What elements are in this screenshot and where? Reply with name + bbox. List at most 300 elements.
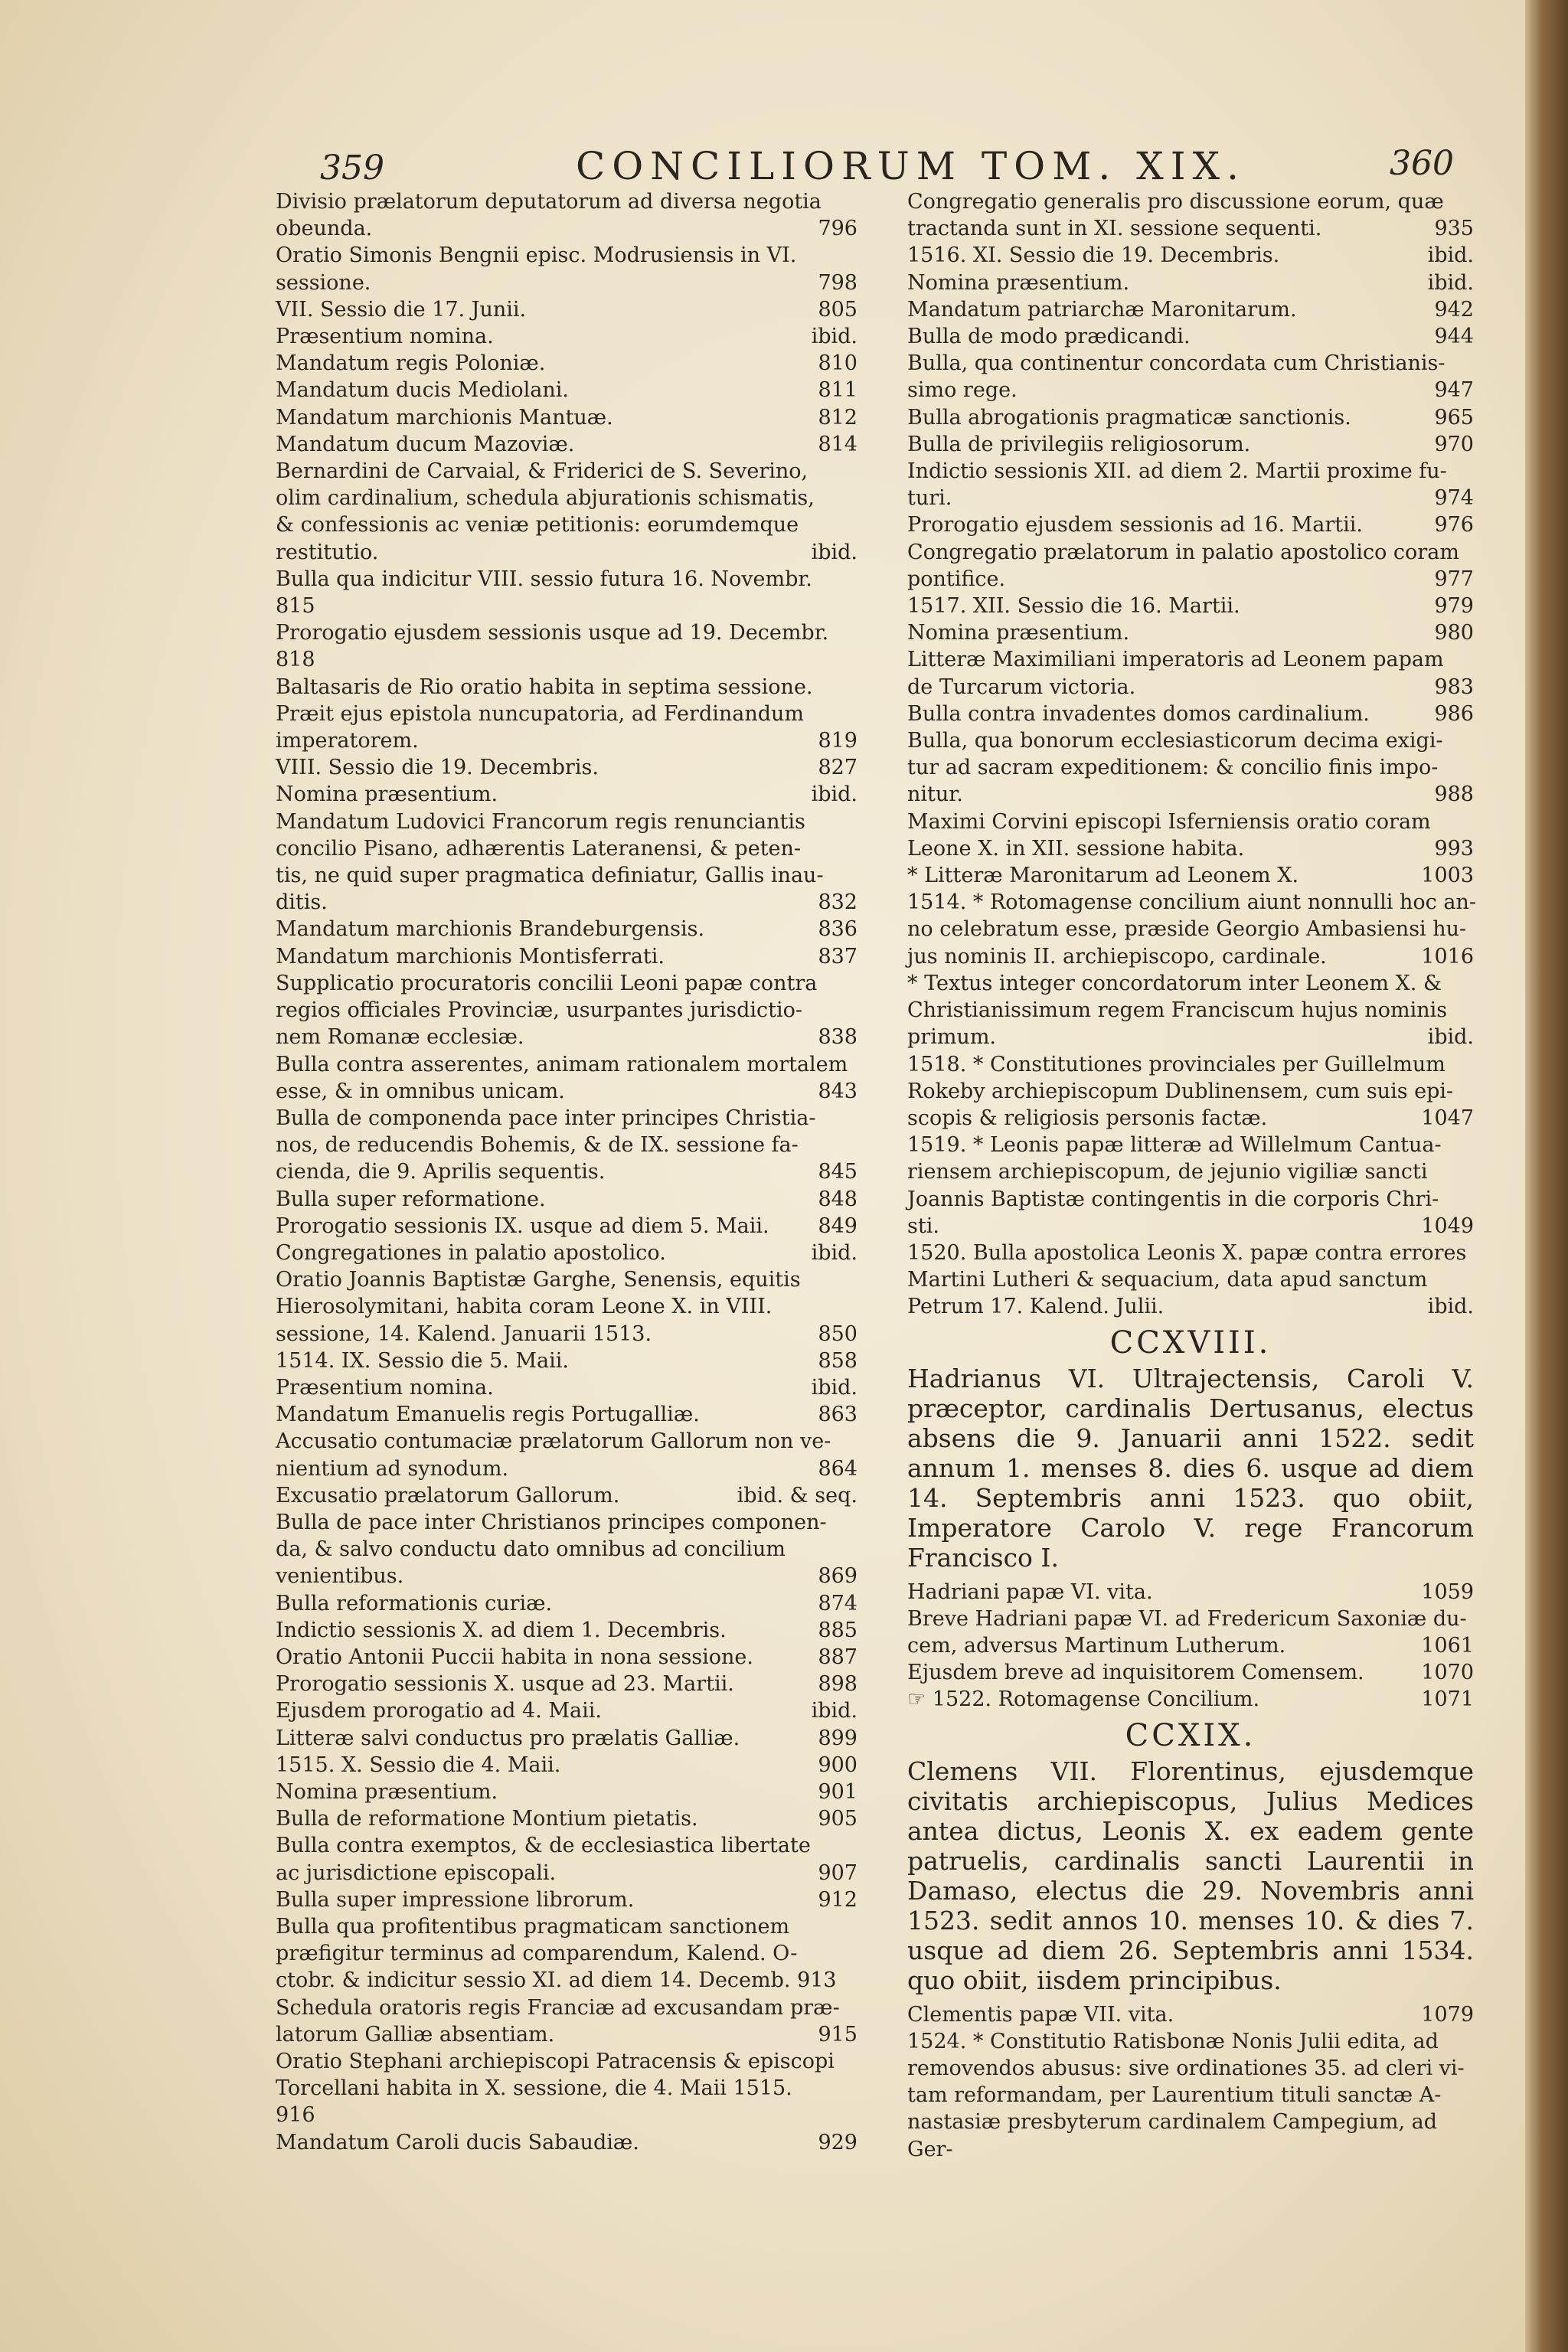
- entry-page-ref: 1003: [1421, 864, 1474, 888]
- entry-text: jus nominis II. archiepiscopo, cardinale.: [907, 944, 1327, 969]
- entry-page-ref: ibid.: [811, 540, 858, 564]
- section-entries-ccxviii: [907, 1579, 1474, 1713]
- index-entry: [276, 431, 858, 458]
- entry-page-ref: 836: [818, 917, 858, 942]
- entry-text: tractanda sunt in XI. sessione sequenti.: [907, 217, 1322, 241]
- entry-text: Bulla, qua continentur concordata cum Christianis-: [907, 351, 1446, 376]
- entry-text: ctobr. & indicitur sessio XI. ad diem 14. Decemb. 913: [276, 1968, 837, 1993]
- entry-text: Martini Lutheri & sequacium, data apud sanctum: [907, 1268, 1428, 1292]
- entry-page-ref: 901: [818, 1779, 858, 1804]
- index-entry: [276, 1725, 858, 1752]
- entry-text: præfigitur terminus ad comparendum, Kalend. O-: [276, 1942, 798, 1966]
- entry-text: Bulla qua indicitur VIII. sessio futura 16. Novembr.: [276, 567, 812, 591]
- index-entry: [276, 808, 858, 835]
- index-entry: [276, 674, 858, 701]
- entry-text: Oratio Antonii Puccii habita in nona sessione.: [276, 1645, 753, 1669]
- entry-text: cem, adversus Martinum Lutherum.: [907, 1633, 1286, 1658]
- entry-text: Bulla, qua bonorum ecclesiasticorum decima exigi-: [907, 729, 1443, 753]
- index-entry: [276, 835, 858, 862]
- entry-page-ref: 977: [1434, 567, 1474, 591]
- page-number-left: 359: [320, 149, 384, 188]
- right-column: [907, 188, 1474, 2163]
- entry-page-ref: 912: [818, 1887, 858, 1912]
- entry-text: Bulla contra exemptos, & de ecclesiastica libertate: [276, 1834, 811, 1858]
- entry-page-ref: ibid.: [811, 1240, 858, 1265]
- entry-text: Mandatum ducum Mazoviæ.: [276, 432, 575, 456]
- entry-text: VIII. Sessio die 19. Decembris.: [276, 756, 599, 780]
- entry-text: removendos abusus: sive ordinationes 35. ad cleri vi-: [907, 2056, 1465, 2080]
- entry-text: Prorogatio ejusdem sessionis ad 16. Martii.: [907, 513, 1363, 537]
- entry-page-ref: 929: [818, 2130, 858, 2154]
- entry-page-ref: 863: [818, 1403, 858, 1427]
- entry-page-ref: ibid.: [811, 782, 858, 807]
- entry-text: tam reformandam, per Laurentium tituli sanctæ A-: [907, 2083, 1442, 2108]
- index-entry: [276, 1590, 858, 1617]
- entry-text: Nomina præsentium.: [907, 270, 1130, 295]
- index-entry: [276, 916, 858, 942]
- index-entry: [907, 539, 1474, 566]
- entry-page-ref: 837: [818, 944, 858, 969]
- entry-page-ref: 1079: [1421, 2002, 1474, 2027]
- book-spine-edge: [1525, 0, 1568, 2352]
- entry-text: & confessionis ac veniæ petitionis: eorumdemque: [276, 513, 799, 537]
- index-entry: [276, 862, 858, 889]
- entry-text: Litteræ salvi conductus pro prælatis Galliæ.: [276, 1726, 740, 1750]
- index-entry: [276, 1348, 858, 1374]
- entry-text: Divisio prælatorum deputatorum ad diversa negotia: [276, 190, 822, 214]
- index-entry: [276, 781, 858, 808]
- entry-page-ref: 1071: [1421, 1687, 1474, 1712]
- entry-text: no celebratum esse, præside Georgio Ambasiensi hu-: [907, 917, 1467, 942]
- entry-text: Præsentium nomina.: [276, 325, 494, 349]
- entry-text: Prorogatio sessionis IX. usque ad diem 5. Maii.: [276, 1214, 769, 1238]
- entry-text: Oratio Stephani archiepiscopi Patracensis & episcopi: [276, 2050, 835, 2074]
- index-entry: [276, 1213, 858, 1240]
- index-entry: [276, 1886, 858, 1913]
- pope-bio-hadrianus: Hadrianus VI. Ultrajectensis, Caroli V. præceptor, cardinalis Dertusanus, electus absens die 9. Januarii anni 1522. sedit annum 1. menses 8. dies 6. usque ad diem 14. Septembris anni 1523. quo obiit, Imperatore Carolo V. rege Francorum Francisco I.: [907, 1363, 1474, 1573]
- entry-text: 1520. Bulla apostolica Leonis X. papæ contra errores: [907, 1240, 1467, 1265]
- entry-text: 815: [276, 594, 315, 619]
- index-entry: [907, 1606, 1474, 1632]
- entry-text: 1517. XII. Sessio die 16. Martii.: [907, 594, 1240, 619]
- entry-text: sti.: [907, 1214, 939, 1238]
- entry-text: Torcellani habita in X. sessione, die 4. Maii 1515.: [276, 2076, 792, 2101]
- entry-text: Ger-: [907, 2137, 953, 2161]
- index-entry: [907, 242, 1474, 269]
- entry-page-ref: 988: [1434, 782, 1474, 807]
- index-entry: [276, 1671, 858, 1697]
- entry-text: * Textus integer concordatorum inter Leonem X. &: [907, 971, 1442, 995]
- index-entry: [907, 754, 1474, 781]
- entry-text: Hadriani papæ VI. vita.: [907, 1579, 1153, 1604]
- entry-text: Prorogatio ejusdem sessionis usque ad 19. Decembr.: [276, 621, 829, 645]
- entry-text: sessione.: [276, 270, 371, 295]
- index-entry: [276, 1563, 858, 1589]
- index-entry: [907, 943, 1474, 970]
- index-entry: [907, 1659, 1474, 1686]
- entry-text: Præit ejus epistola nuncupatoria, ad Ferdinandum: [276, 701, 805, 726]
- index-entry: [276, 1105, 858, 1132]
- entry-text: tur ad sacram expeditionem: & concilio finis impo-: [907, 756, 1439, 780]
- entry-text: Nomina præsentium.: [276, 1779, 498, 1804]
- page-number-right: 360: [1390, 144, 1454, 183]
- pope-bio-clemens: Clemens VII. Florentinus, ejusdemque civitatis archiepiscopus, Julius Medices antea dictus, Leonis X. ex eadem gente patruelis, cardinalis sancti Laurentii in Damaso, electus die 29. Novembris anni 1523. sedit annos 10. menses 10. & dies 7. usque ad diem 26. Septembris anni 1534. quo obiit, iisdem principibus.: [907, 1756, 1474, 1995]
- entry-text: Leone X. in XII. sessione habita.: [907, 836, 1245, 861]
- index-entry: [907, 1158, 1474, 1185]
- index-entry: [276, 188, 858, 215]
- index-entry: [276, 1779, 858, 1805]
- index-entry: [276, 1401, 858, 1428]
- section-entries-ccxix: [907, 2001, 1474, 2163]
- index-entry: [907, 727, 1474, 754]
- entry-text: Bulla de pace inter Christianos principes componen-: [276, 1510, 827, 1534]
- index-entry: [907, 270, 1474, 296]
- entry-text: Oratio Joannis Baptistæ Garghe, Senensis, equitis: [276, 1268, 801, 1292]
- entry-page-ref: 900: [818, 1753, 858, 1777]
- index-entry: [907, 593, 1474, 619]
- index-entry: [907, 1293, 1474, 1320]
- entry-text: Bulla contra asserentes, animam rationalem mortalem: [276, 1052, 848, 1076]
- index-entry: [907, 997, 1474, 1024]
- entry-page-ref: 838: [818, 1025, 858, 1050]
- entry-text: imperatorem.: [276, 729, 419, 753]
- entry-text: 916: [276, 2103, 315, 2128]
- index-entry: [276, 1051, 858, 1078]
- entry-text: Mandatum Caroli ducis Sabaudiæ.: [276, 2130, 639, 2154]
- index-entry: [276, 1644, 858, 1671]
- entry-page-ref: 811: [818, 378, 858, 403]
- index-entry: [907, 970, 1474, 997]
- entry-text: 1518. * Constitutiones provinciales per Guillelmum: [907, 1052, 1446, 1076]
- entry-page-ref: 849: [818, 1214, 858, 1238]
- entry-text: * Litteræ Maronitarum ad Leonem X.: [907, 864, 1299, 888]
- entry-text: tis, ne quid super pragmatica definiatur, Gallis inau-: [276, 864, 824, 888]
- entry-page-ref: 935: [1434, 217, 1474, 241]
- entry-text: nientium ad synodum.: [276, 1456, 509, 1481]
- entry-text: latorum Galliæ absentiam.: [276, 2022, 555, 2047]
- entry-text: Bulla super impressione librorum.: [276, 1887, 635, 1912]
- entry-text: 1519. * Leonis papæ litteræ ad Willelmum Cantua-: [907, 1133, 1442, 1158]
- left-column: [276, 188, 858, 2156]
- entry-page-ref: 1070: [1421, 1661, 1474, 1685]
- entry-text: Bulla super reformatione.: [276, 1187, 546, 1211]
- index-entry: [276, 1860, 858, 1886]
- entry-text: 1524. * Constitutio Ratisbonæ Nonis Julii edita, ad: [907, 2029, 1439, 2053]
- index-entry: [276, 1455, 858, 1482]
- index-entry: [276, 727, 858, 754]
- entry-text: Nomina præsentium.: [907, 621, 1130, 645]
- index-entry: [907, 1051, 1474, 1078]
- entry-page-ref: 983: [1434, 675, 1474, 699]
- index-entry: [907, 1132, 1474, 1158]
- index-entry: [907, 2028, 1474, 2055]
- entry-text: Nomina præsentium.: [276, 782, 498, 807]
- entry-text: Congregationes in palatio apostolico.: [276, 1240, 666, 1265]
- entry-page-ref: 798: [818, 270, 858, 295]
- entry-text: Mandatum patriarchæ Maronitarum.: [907, 297, 1297, 322]
- index-entry: [276, 1293, 858, 1320]
- entry-text: Bulla de modo prædicandi.: [907, 325, 1191, 349]
- entry-text: turi.: [907, 486, 952, 511]
- entry-page-ref: 1061: [1421, 1633, 1474, 1658]
- entry-page-ref: ibid. & seq.: [737, 1483, 858, 1508]
- index-entry: [276, 350, 858, 377]
- entry-text: 1516. XI. Sessio die 19. Decembris.: [907, 243, 1280, 268]
- entry-text: Clementis papæ VII. vita.: [907, 2002, 1174, 2027]
- entry-page-ref: ibid.: [811, 325, 858, 349]
- entry-text: cienda, die 9. Aprilis sequentis.: [276, 1160, 606, 1184]
- entry-text: nitur.: [907, 782, 963, 807]
- index-entry: [907, 1213, 1474, 1240]
- entry-page-ref: 827: [818, 756, 858, 780]
- entry-text: Bulla reformationis curiæ.: [276, 1591, 553, 1615]
- index-entry: [907, 377, 1474, 403]
- entry-text: Congregatio prælatorum in palatio apostolico coram: [907, 540, 1459, 564]
- entry-page-ref: 1049: [1421, 1214, 1474, 1238]
- index-entry: [276, 1240, 858, 1266]
- entry-text: Bulla contra invadentes domos cardinalium.: [907, 701, 1370, 726]
- entry-page-ref: 976: [1434, 513, 1474, 537]
- entry-text: ☞ 1522. Rotomagense Concilium.: [907, 1687, 1260, 1712]
- entry-page-ref: ibid.: [1427, 243, 1474, 268]
- entry-text: Litteræ Maximiliani imperatoris ad Leonem papam: [907, 648, 1444, 672]
- entry-page-ref: 905: [818, 1807, 858, 1831]
- index-entry: [276, 1536, 858, 1563]
- entry-text: ditis.: [276, 890, 328, 915]
- index-entry: [907, 2055, 1474, 2082]
- index-entry: [276, 889, 858, 916]
- entry-text: esse, & in omnibus unicam.: [276, 1079, 565, 1103]
- index-entry: [907, 1105, 1474, 1132]
- index-entry: [907, 674, 1474, 701]
- right-column-entries: [907, 188, 1474, 1321]
- entry-text: Mandatum Ludovici Francorum regis renunciantis: [276, 809, 805, 834]
- entry-text: Breve Hadriani papæ VI. ad Fredericum Saxoniæ du-: [907, 1606, 1467, 1631]
- index-entry: [276, 242, 858, 269]
- index-entry: [276, 215, 858, 242]
- entry-text: obeunda.: [276, 217, 373, 241]
- entry-page-ref: 810: [818, 351, 858, 376]
- index-entry: [907, 1240, 1474, 1266]
- entry-text: nastasiæ presbyterum cardinalem Campegium, ad: [907, 2110, 1438, 2135]
- index-entry: [907, 619, 1474, 646]
- index-entry: [907, 808, 1474, 835]
- entry-text: Prorogatio sessionis X. usque ad 23. Martii.: [276, 1672, 734, 1697]
- entry-page-ref: 848: [818, 1187, 858, 1211]
- entry-text: Indictio sessionis XII. ad diem 2. Martii proxime fu-: [907, 459, 1447, 484]
- index-entry: [907, 458, 1474, 485]
- index-entry: [907, 1579, 1474, 1606]
- section-heading-ccxviii: CCXVIII.: [1109, 1325, 1272, 1361]
- index-entry: [276, 1078, 858, 1105]
- entry-page-ref: 1016: [1421, 944, 1474, 969]
- index-entry: [276, 1617, 858, 1644]
- index-entry: [907, 2136, 1474, 2163]
- index-entry: [907, 1632, 1474, 1659]
- index-entry: [907, 1024, 1474, 1050]
- entry-text: Rokeby archiepiscopum Dublinensem, cum suis epi-: [907, 1079, 1454, 1103]
- index-entry: [276, 2048, 858, 2075]
- index-entry: [907, 566, 1474, 593]
- entry-text: Congregatio generalis pro discussione eorum, quæ: [907, 190, 1444, 214]
- entry-page-ref: 915: [818, 2022, 858, 2047]
- entry-text: ac jurisdictione episcopali.: [276, 1860, 557, 1885]
- index-entry: [276, 1266, 858, 1293]
- index-entry: [907, 1686, 1474, 1713]
- index-entry: [276, 485, 858, 511]
- index-entry: [276, 296, 858, 323]
- entry-page-ref: 970: [1434, 432, 1474, 456]
- index-entry: [276, 1132, 858, 1158]
- index-entry: [907, 296, 1474, 323]
- entry-page-ref: 947: [1434, 378, 1474, 403]
- index-entry: [276, 1967, 858, 1994]
- entry-page-ref: 887: [818, 1645, 858, 1669]
- index-entry: [276, 539, 858, 566]
- entry-text: Mandatum regis Poloniæ.: [276, 351, 546, 376]
- index-entry: [276, 323, 858, 350]
- entry-page-ref: 899: [818, 1726, 858, 1750]
- entry-text: primum.: [907, 1025, 997, 1050]
- entry-text: VII. Sessio die 17. Junii.: [276, 297, 527, 322]
- entry-page-ref: 986: [1434, 701, 1474, 726]
- index-entry: [276, 511, 858, 538]
- index-entry: [276, 1374, 858, 1401]
- index-entry: [907, 701, 1474, 727]
- index-entry: [276, 593, 858, 619]
- entry-text: Mandatum marchionis Brandeburgensis.: [276, 917, 705, 942]
- entry-text: Mandatum marchionis Montisferrati.: [276, 944, 665, 969]
- index-entry: [276, 1186, 858, 1213]
- index-entry: [907, 1266, 1474, 1293]
- index-entry: [276, 1321, 858, 1348]
- entry-page-ref: 874: [818, 1591, 858, 1615]
- entry-text: da, & salvo conductu dato omnibus ad concilium: [276, 1537, 786, 1562]
- index-entry: [907, 2109, 1474, 2135]
- entry-text: Bulla de privilegiis religiosorum.: [907, 432, 1251, 456]
- entry-text: Bulla de reformatione Montium pietatis.: [276, 1807, 698, 1831]
- entry-text: scopis & religiosis personis factæ.: [907, 1106, 1268, 1130]
- entry-text: pontifice.: [907, 567, 1006, 591]
- entry-text: Ejusdem breve ad inquisitorem Comensem.: [907, 1661, 1364, 1685]
- entry-text: Supplicatio procuratoris concilii Leoni papæ contra: [276, 971, 818, 995]
- entry-text: 1514. IX. Sessio die 5. Maii.: [276, 1348, 570, 1373]
- entry-page-ref: 979: [1434, 594, 1474, 619]
- index-entry: [276, 1158, 858, 1185]
- entry-text: Bulla qua profitentibus pragmaticam sanctionem: [276, 1915, 790, 1939]
- index-entry: [276, 2129, 858, 2156]
- index-entry: [276, 2021, 858, 2048]
- index-entry: [276, 1697, 858, 1724]
- index-entry: [276, 1805, 858, 1832]
- index-entry: [276, 970, 858, 997]
- entry-page-ref: ibid.: [1427, 1295, 1474, 1319]
- entry-page-ref: 944: [1434, 325, 1474, 349]
- entry-text: Præsentium nomina.: [276, 1375, 494, 1400]
- index-entry: [907, 323, 1474, 350]
- entry-page-ref: 898: [818, 1672, 858, 1697]
- index-entry: [907, 916, 1474, 942]
- index-entry: [276, 1024, 858, 1050]
- entry-text: Bulla de componenda pace inter principes Christia-: [276, 1106, 816, 1130]
- entry-text: riensem archiepiscopum, de jejunio vigiliæ sancti: [907, 1160, 1428, 1184]
- index-entry: [276, 1482, 858, 1509]
- entry-page-ref: 980: [1434, 621, 1474, 645]
- entry-text: venientibus.: [276, 1564, 404, 1589]
- entry-text: nem Romanæ ecclesiæ.: [276, 1025, 524, 1050]
- index-entry: [276, 458, 858, 485]
- index-entry: [276, 943, 858, 970]
- entry-page-ref: 885: [818, 1618, 858, 1642]
- index-entry: [276, 377, 858, 403]
- entry-page-ref: 864: [818, 1456, 858, 1481]
- entry-page-ref: 1047: [1421, 1106, 1474, 1130]
- entry-text: 1515. X. Sessio die 4. Maii.: [276, 1753, 561, 1777]
- entry-page-ref: 1059: [1421, 1579, 1474, 1604]
- index-entry: [276, 270, 858, 296]
- entry-page-ref: 812: [818, 405, 858, 430]
- entry-text: Mandatum marchionis Mantuæ.: [276, 405, 613, 430]
- entry-page-ref: 843: [818, 1079, 858, 1103]
- entry-text: concilio Pisano, adhærentis Lateranensi, & peten-: [276, 836, 802, 861]
- entry-text: de Turcarum victoria.: [907, 675, 1136, 699]
- entry-page-ref: 942: [1434, 297, 1474, 322]
- entry-text: simo rege.: [907, 378, 1018, 403]
- index-entry: [907, 781, 1474, 808]
- entry-text: Joannis Baptistæ contingentis in die corporis Chri-: [907, 1187, 1439, 1211]
- index-entry: [276, 619, 858, 646]
- entry-page-ref: 907: [818, 1860, 858, 1885]
- index-entry: [276, 1752, 858, 1779]
- index-entry: [276, 2102, 858, 2128]
- entry-page-ref: 814: [818, 432, 858, 456]
- entry-page-ref: 819: [818, 729, 858, 753]
- entry-page-ref: 796: [818, 217, 858, 241]
- index-entry: [907, 215, 1474, 242]
- index-entry: [276, 1913, 858, 1940]
- index-entry: [276, 1509, 858, 1536]
- index-entry: [276, 754, 858, 781]
- index-entry: [907, 889, 1474, 916]
- index-entry: [276, 404, 858, 431]
- entry-text: 1514. * Rotomagense concilium aiunt nonnulli hoc an-: [907, 890, 1476, 915]
- entry-text: nos, de reducendis Bohemis, & de IX. sessione fa-: [276, 1133, 799, 1158]
- index-entry: [907, 1186, 1474, 1213]
- entry-text: Bernardini de Carvaial, & Friderici de S. Severino,: [276, 459, 808, 484]
- entry-text: Bulla abrogationis pragmaticæ sanctionis.: [907, 405, 1351, 430]
- entry-text: Baltasaris de Rio oratio habita in septima sessione.: [276, 675, 813, 699]
- entry-page-ref: 845: [818, 1160, 858, 1184]
- entry-text: regios officiales Provinciæ, usurpantes jurisdictio-: [276, 998, 803, 1023]
- entry-page-ref: 858: [818, 1348, 858, 1373]
- index-entry: [907, 862, 1474, 889]
- entry-text: Petrum 17. Kalend. Julii.: [907, 1295, 1165, 1319]
- index-entry: [907, 404, 1474, 431]
- index-entry: [276, 646, 858, 673]
- index-entry: [276, 1832, 858, 1859]
- entry-text: Maximi Corvini episcopi Isferniensis oratio coram: [907, 809, 1431, 834]
- index-entry: [907, 1078, 1474, 1105]
- index-entry: [907, 511, 1474, 538]
- entry-page-ref: 993: [1434, 836, 1474, 861]
- entry-page-ref: 832: [818, 890, 858, 915]
- entry-text: Hierosolymitani, habita coram Leone X. in VIII.: [276, 1295, 773, 1319]
- index-entry: [276, 997, 858, 1024]
- entry-text: Excusatio prælatorum Gallorum.: [276, 1483, 620, 1508]
- entry-text: Accusatio contumaciæ prælatorum Gallorum non ve-: [276, 1429, 831, 1454]
- index-entry: [907, 2082, 1474, 2109]
- entry-page-ref: 850: [818, 1321, 858, 1346]
